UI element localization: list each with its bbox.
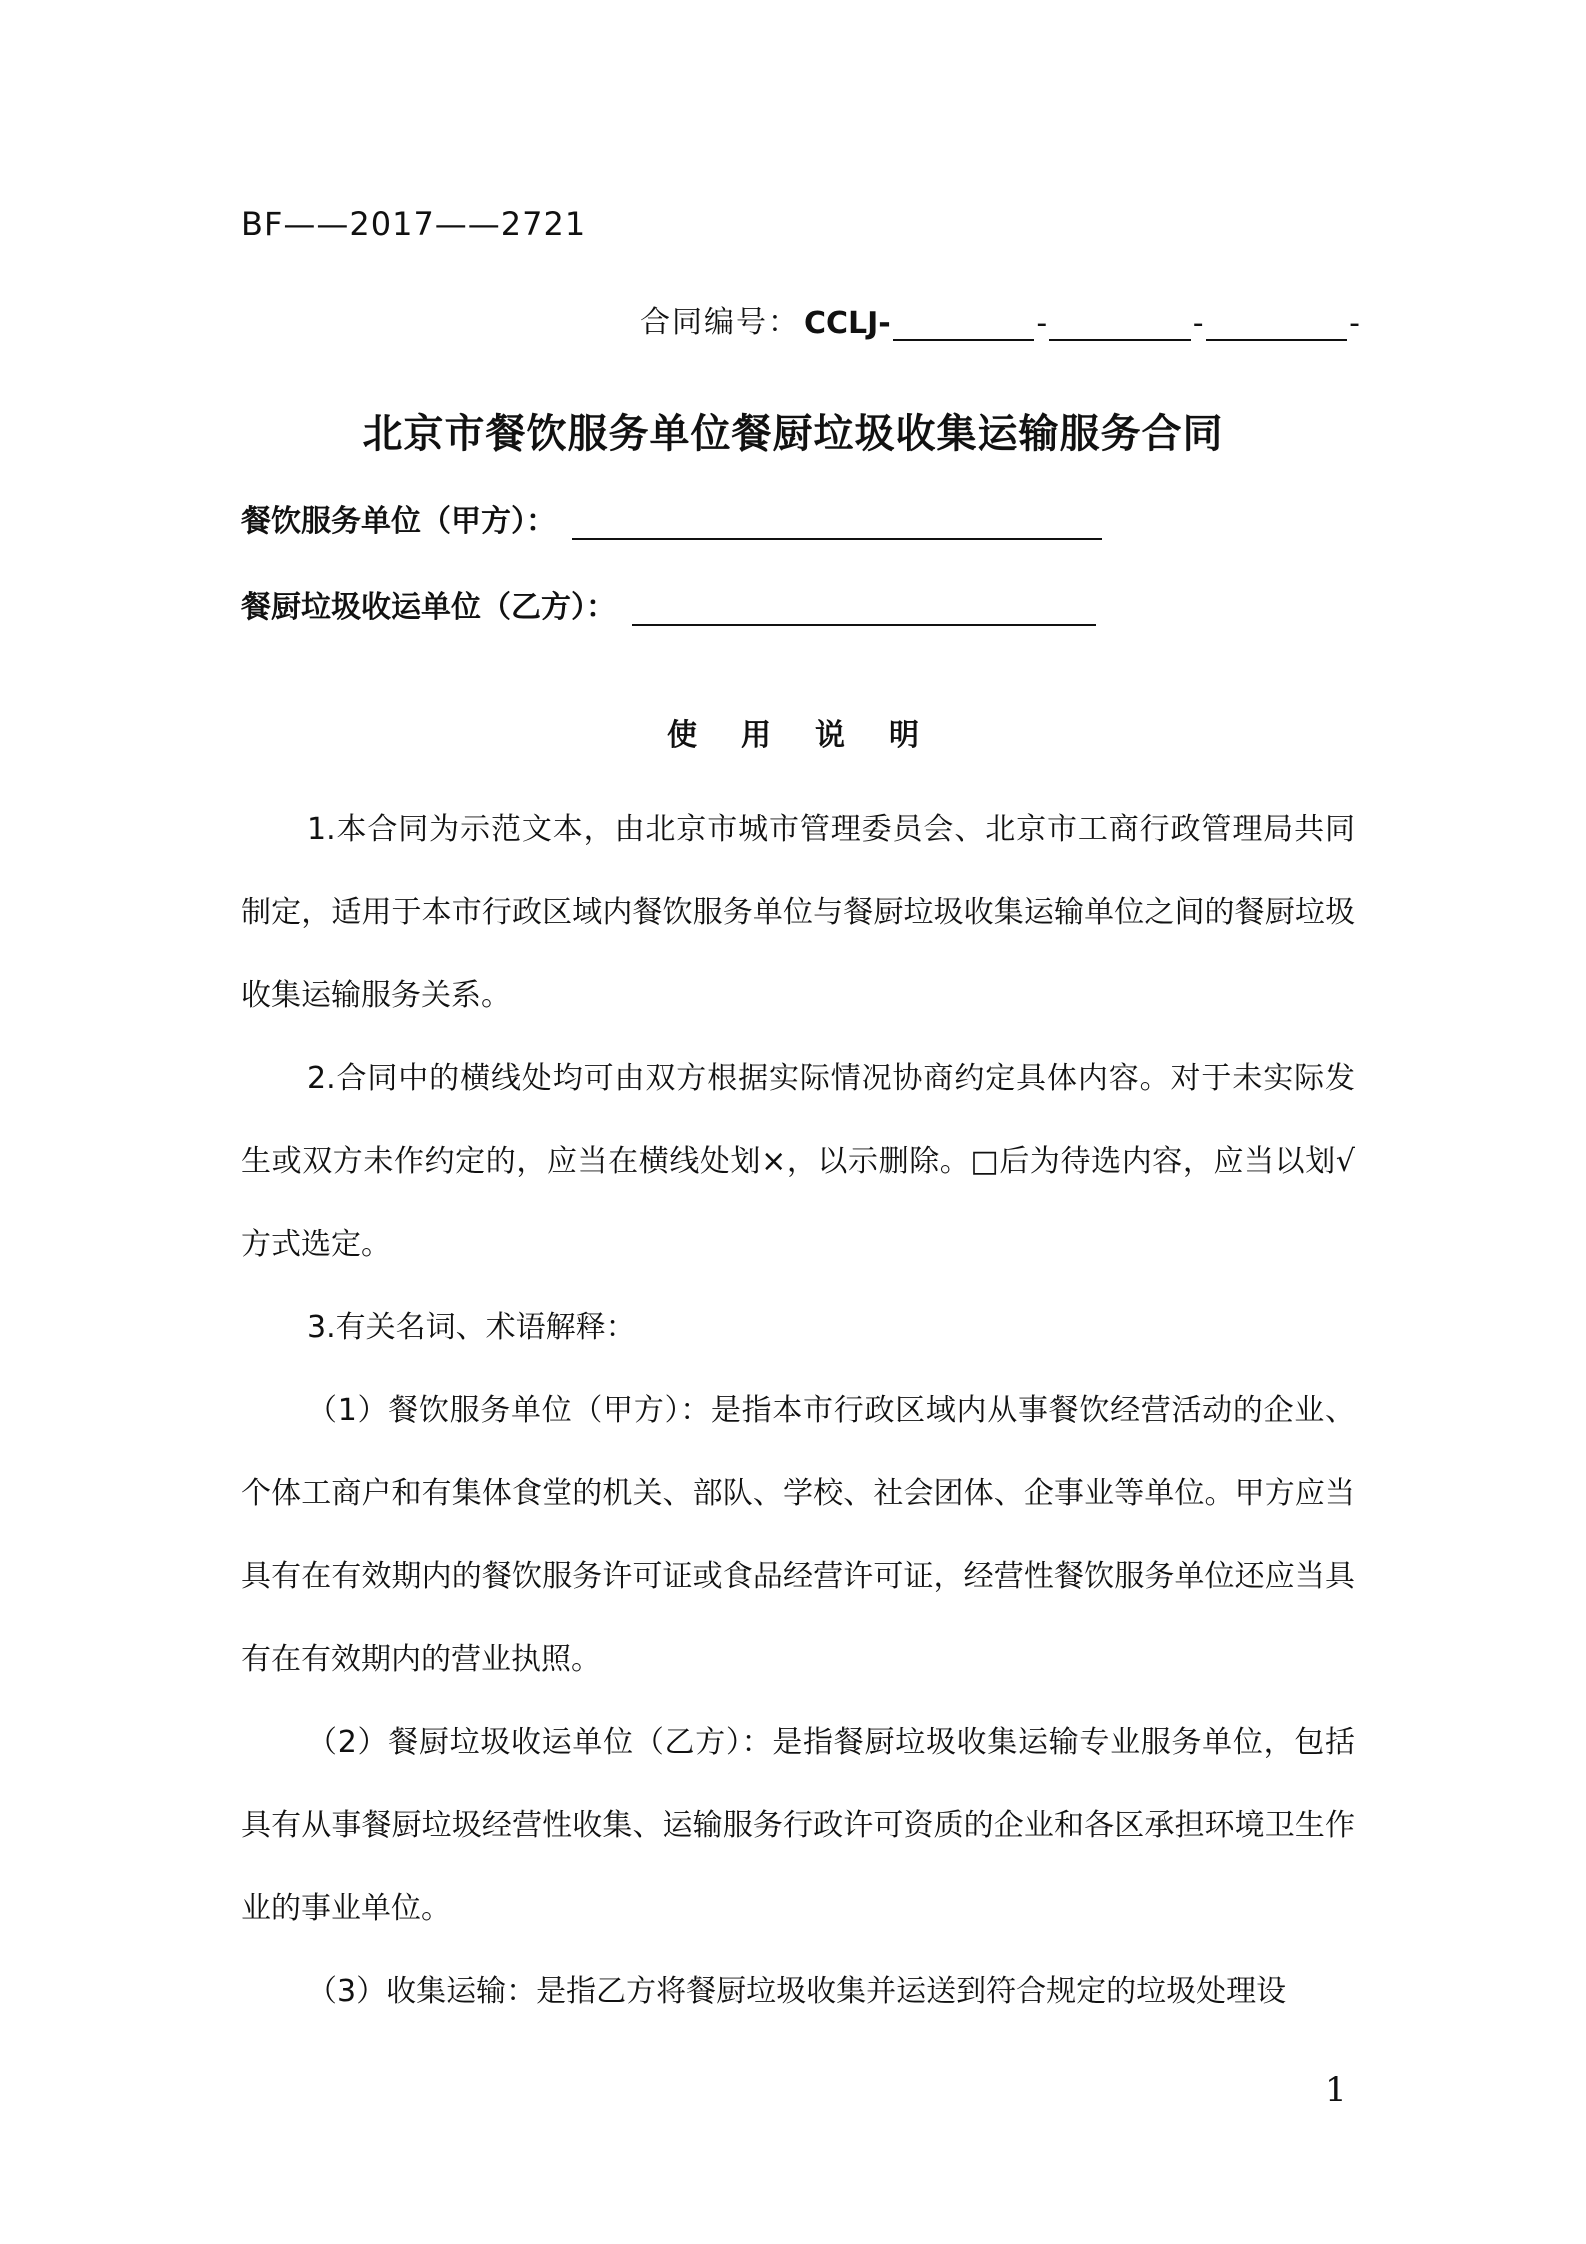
party-b-blank[interactable] [632, 584, 1096, 626]
paragraph: 2.合同中的横线处均可由双方根据实际情况协商约定具体内容。对于未实际发生或双方未作约定的，应当在横线处划×，以示删除。□后为待选内容，应当以划√方式选定。 [241, 1061, 1355, 1262]
party-b-label: 餐厨垃圾收运单位（乙方）： [241, 590, 616, 625]
party-b-line [241, 582, 1096, 626]
document-code: BF——2017——2721 [241, 205, 587, 243]
contract-number-prefix: CCLJ- [804, 306, 891, 341]
contract-number-blank-3[interactable] [1206, 303, 1348, 341]
party-a-label: 餐饮服务单位（甲方）： [241, 504, 556, 539]
contract-number-label: 合同编号： [640, 305, 800, 340]
contract-number-separator: - [1036, 306, 1048, 341]
party-a-line [241, 496, 1102, 540]
instructions-body [241, 788, 1355, 2033]
paragraph: （2）餐厨垃圾收运单位（乙方）：是指餐厨垃圾收集运输专业服务单位，包括具有从事餐厨垃圾经营性收集、运输服务行政许可资质的企业和各区承担环境卫生作业的事业单位。 [241, 1725, 1355, 1926]
section-heading: 使用说明 [667, 718, 963, 753]
paragraph: 3.有关名词、术语解释： [307, 1310, 636, 1345]
contract-number-separator: - [1192, 306, 1204, 341]
contract-number-blank-2[interactable] [1049, 303, 1191, 341]
paragraph: （1）餐饮服务单位（甲方）：是指本市行政区域内从事餐饮经营活动的企业、个体工商户和有集体食堂的机关、部队、学校、社会团体、企事业等单位。甲方应当具有在有效期内的餐饮服务许可证或食品经营许可证，经营性餐饮服务单位还应当具有在有效期内的营业执照。 [241, 1393, 1355, 1677]
contract-number-blank-1[interactable] [893, 303, 1035, 341]
document-title: 北京市餐饮服务单位餐厨垃圾收集运输服务合同 [362, 411, 1224, 457]
contract-number-line [640, 297, 1360, 341]
paragraph: 1.本合同为示范文本，由北京市城市管理委员会、北京市工商行政管理局共同制定，适用于本市行政区域内餐饮服务单位与餐厨垃圾收集运输单位之间的餐厨垃圾收集运输服务关系。 [241, 812, 1355, 1013]
paragraph: （3）收集运输：是指乙方将餐厨垃圾收集并运送到符合规定的垃圾处理设 [307, 1974, 1287, 2009]
party-a-blank[interactable] [572, 498, 1102, 540]
page-number: 1 [1325, 2070, 1347, 2110]
contract-number-separator: - [1349, 306, 1360, 341]
